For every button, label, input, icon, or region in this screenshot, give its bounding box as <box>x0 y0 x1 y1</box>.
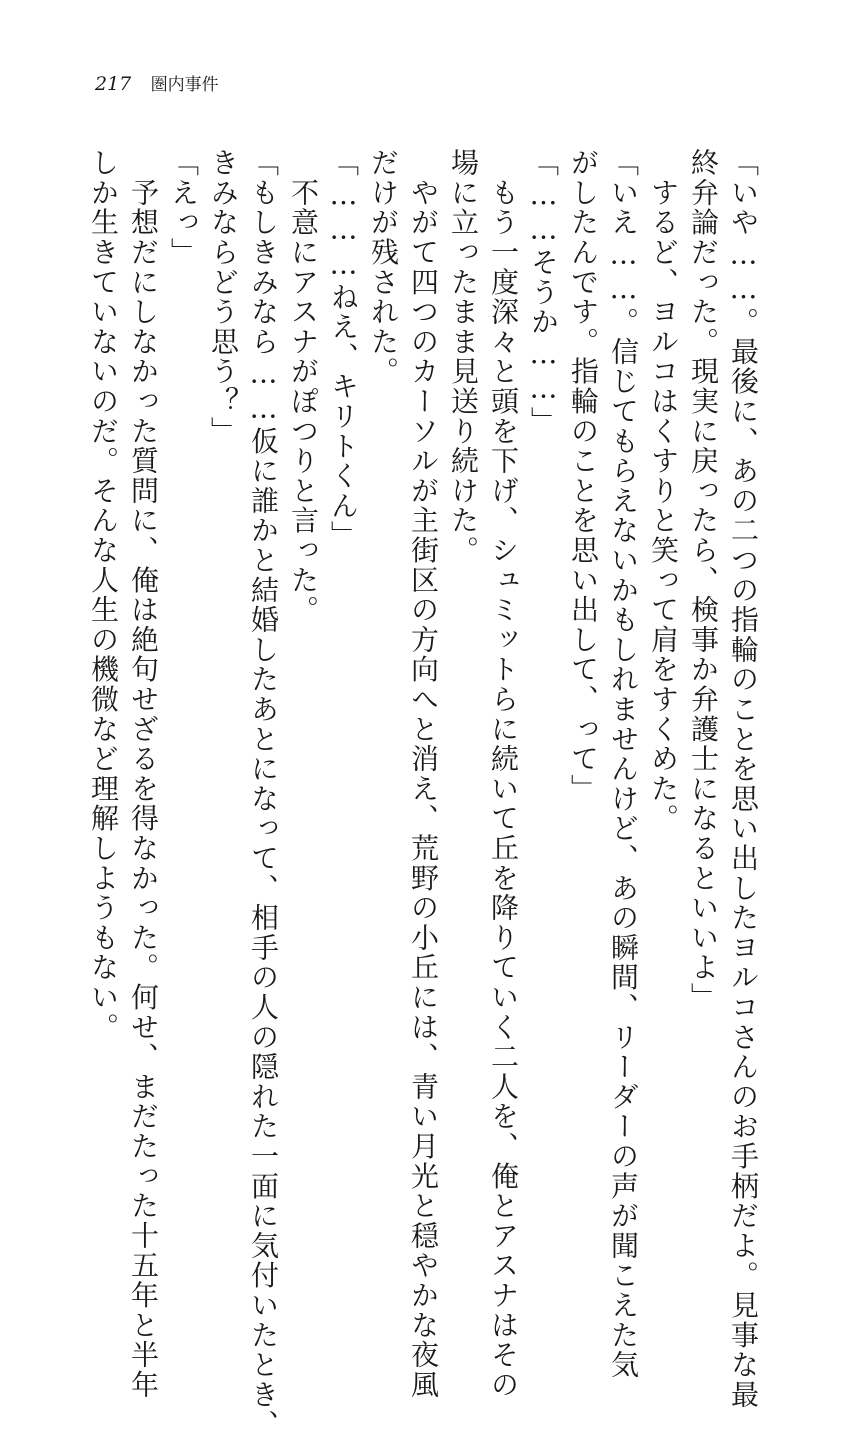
text-column: 「いえ……。信じてもらえないかもしれませんけど、あの瞬間、リーダーの声が聞こえた気 <box>607 148 640 1380</box>
text-column: きみならどう思う？」 <box>207 148 240 446</box>
text-column: もう一度深々と頭を下げ、シュミットらに続いて丘を降りていく二人を、俺とアスナはその <box>487 148 520 1400</box>
text-column: 予想だにしなかった質問に、俺は絶句せざるを得なかった。何せ、まだたった十五年と半年 <box>127 148 160 1400</box>
text-column: するど、ヨルコはくすりと笑って肩をすくめた。 <box>647 148 680 834</box>
text-column: しか生きていないのだ。そんな人生の機微など理解しようもない。 <box>87 148 120 1042</box>
text-column: 「えっ」 <box>167 148 200 268</box>
text-column: 「いや……。最後に、あの二つの指輪のことを思い出したヨルコさんのお手柄だよ。見事な最 <box>727 148 760 1410</box>
text-column: 不意にアスナがぽつりと言った。 <box>287 148 320 625</box>
text-column: だけが残された。 <box>367 148 400 387</box>
text-column: やがて四つのカーソルが主街区の方向へと消え、荒野の小丘には、青い月光と穏やかな夜風 <box>407 148 440 1400</box>
page-header <box>95 70 219 95</box>
text-column: 「………ねえ、キリトくん」 <box>327 148 360 551</box>
page-number: 217 <box>95 73 132 95</box>
text-column: 終弁論だった。現実に戻ったら、検事か弁護士になるといいよ」 <box>687 148 720 1013</box>
text-column: 場に立ったまま見送り続けた。 <box>447 148 480 566</box>
text-column: がしたんです。指輪のことを思い出して、って」 <box>567 148 600 804</box>
text-column: 「もしきみなら……仮に誰かと結婚したあとになって、相手の人の隠れた一面に気付いたとき、 <box>247 148 280 1439</box>
text-column: 「……そうか……」 <box>527 148 560 437</box>
chapter-title: 圏内事件 <box>150 75 219 95</box>
